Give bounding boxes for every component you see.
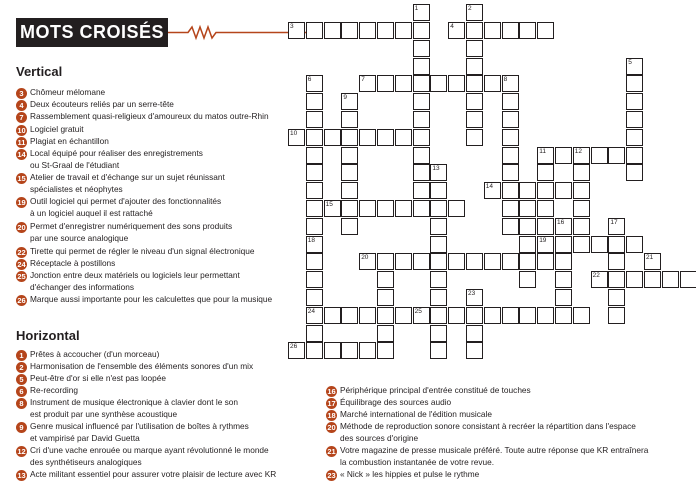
grid-cell[interactable] [377, 75, 394, 92]
grid-cell[interactable] [448, 253, 465, 270]
clue-text: Équilibrage des sources audio [340, 397, 452, 407]
grid-cell[interactable] [413, 129, 430, 146]
clue-text: « Nick » les hippies et pulse le rythme [340, 469, 480, 479]
grid-cell[interactable] [324, 307, 341, 324]
clue-number-badge: 13 [17, 470, 26, 480]
grid-cell[interactable] [341, 129, 358, 146]
grid-cell[interactable] [537, 253, 554, 270]
grid-clue-number: 10 [290, 129, 298, 137]
grid-cell[interactable] [573, 218, 590, 235]
grid-cell[interactable] [608, 289, 625, 306]
grid-cell[interactable] [608, 307, 625, 324]
grid-cell[interactable] [430, 289, 447, 306]
grid-cell[interactable] [430, 342, 447, 359]
grid-cell[interactable] [466, 253, 483, 270]
grid-cell[interactable] [377, 325, 394, 342]
grid-cell[interactable] [502, 182, 519, 199]
grid-clue-number: 1 [414, 5, 419, 13]
grid-cell[interactable] [430, 325, 447, 342]
grid-cell[interactable] [306, 342, 323, 359]
grid-cell[interactable] [573, 200, 590, 217]
grid-cell[interactable] [306, 200, 323, 217]
grid-cell[interactable] [502, 253, 519, 270]
grid-cell[interactable] [573, 164, 590, 181]
grid-cell[interactable] [306, 93, 323, 110]
grid-cell[interactable] [626, 271, 643, 288]
grid-cell[interactable] [591, 147, 608, 164]
grid-cell[interactable] [537, 22, 554, 39]
grid-cell[interactable] [466, 342, 483, 359]
grid-cell[interactable] [466, 40, 483, 57]
grid-cell[interactable] [502, 164, 519, 181]
grid-cell[interactable] [502, 129, 519, 146]
grid-cell[interactable] [341, 182, 358, 199]
grid-cell[interactable] [466, 307, 483, 324]
grid-cell[interactable] [519, 200, 536, 217]
clue-number-badge: 16 [327, 386, 336, 396]
grid-cell[interactable] [484, 307, 501, 324]
grid-cell[interactable] [306, 147, 323, 164]
grid-clue-number: 2 [468, 5, 472, 13]
grid-cell[interactable] [680, 271, 696, 288]
clue-number-badge: 19 [17, 197, 26, 207]
grid-cell[interactable] [395, 22, 412, 39]
grid-cell[interactable] [306, 22, 323, 39]
grid-cell[interactable] [413, 75, 430, 92]
grid-cell[interactable] [519, 307, 536, 324]
clue-text: Marque aussi importante pour les calculettes que pour la musique [30, 294, 273, 304]
grid-cell[interactable] [502, 307, 519, 324]
clue-number-badge: 20 [327, 422, 336, 432]
clue-text: Cri d'une vache enrouée ou marque ayant révolutionné le monde [30, 445, 269, 455]
grid-cell[interactable] [324, 22, 341, 39]
grid-cell[interactable] [341, 342, 358, 359]
grid-cell[interactable] [466, 22, 483, 39]
grid-clue-number: 19 [539, 236, 547, 244]
grid-clue-number: 26 [290, 343, 298, 351]
grid-cell[interactable] [608, 236, 625, 253]
clue-number-badge: 5 [16, 374, 27, 385]
grid-cell[interactable] [377, 307, 394, 324]
grid-cell[interactable] [413, 40, 430, 57]
grid-clue-number: 11 [539, 147, 546, 155]
grid-cell[interactable] [306, 271, 323, 288]
grid-cell[interactable] [626, 129, 643, 146]
grid-cell[interactable] [644, 271, 661, 288]
clue-number-badge: 7 [16, 112, 27, 123]
grid-cell[interactable] [555, 289, 572, 306]
grid-cell[interactable] [324, 342, 341, 359]
clue-number-badge: 24 [17, 259, 26, 269]
grid-cell[interactable] [519, 236, 536, 253]
grid-cell[interactable] [359, 129, 376, 146]
grid-cell[interactable] [359, 22, 376, 39]
grid-cell[interactable] [413, 164, 430, 181]
grid-cell[interactable] [555, 271, 572, 288]
grid-cell[interactable] [359, 342, 376, 359]
grid-cell[interactable] [413, 111, 430, 128]
grid-cell[interactable] [537, 182, 554, 199]
grid-cell[interactable] [395, 253, 412, 270]
grid-clue-number: 17 [610, 218, 618, 226]
grid-cell[interactable] [555, 147, 572, 164]
grid-cell[interactable] [413, 22, 430, 39]
clue-text: Méthode de reproduction sonore consistant à recréer la répartition dans l'espace [340, 421, 636, 431]
grid-cell[interactable] [662, 271, 679, 288]
clue-text: Plagiat en échantillon [30, 136, 109, 146]
clue-number-badge: 26 [17, 295, 26, 305]
grid-cell[interactable] [626, 164, 643, 181]
grid-cell[interactable] [573, 236, 590, 253]
clue-number-badge: 6 [16, 386, 27, 397]
grid-clue-number: 4 [450, 23, 454, 30]
grid-cell[interactable] [377, 253, 394, 270]
grid-clue-number: 14 [485, 183, 494, 191]
clue-text: Re-recording [30, 385, 78, 395]
grid-clue-number: 18 [307, 236, 316, 244]
grid-cell[interactable] [377, 129, 394, 146]
clue-text: Permet d'enregistrer numériquement des sons produits [30, 221, 233, 231]
clue-number-badge: 1 [16, 350, 27, 361]
clue-text: Genre musical influencé par l'utilisation de boîtes à rythmes [30, 421, 249, 431]
grid-cell[interactable] [502, 147, 519, 164]
grid-clue-number: 23 [468, 290, 476, 297]
grid-cell[interactable] [537, 307, 554, 324]
grid-cell[interactable] [484, 253, 501, 270]
grid-cell[interactable] [555, 307, 572, 324]
grid-cell[interactable] [341, 307, 358, 324]
clue-text: Peut-être d'or si elle n'est pas loopée [30, 373, 166, 383]
clue-text: la combustion instantanée de votre revue. [340, 456, 495, 467]
grid-clue-number: 6 [307, 76, 312, 84]
clue-number-badge: 11 [17, 137, 26, 147]
grid-cell[interactable] [519, 271, 536, 288]
grid-cell[interactable] [306, 253, 323, 270]
grid-cell[interactable] [395, 129, 412, 146]
grid-cell[interactable] [573, 182, 590, 199]
grid-cell[interactable] [555, 236, 572, 253]
clue-text: Périphérique principal d'entrée constitué de touches [340, 385, 531, 395]
clue-number-badge: 2 [16, 362, 27, 373]
grid-cell[interactable] [502, 93, 519, 110]
clue-text: Chômeur mélomane [30, 87, 106, 97]
grid-cell[interactable] [413, 58, 430, 75]
grid-cell[interactable] [430, 75, 447, 92]
clue-number-badge: 22 [17, 247, 26, 257]
clue-number-badge: 14 [17, 149, 26, 159]
clue-text: et vampirisé par David Guetta [30, 432, 140, 443]
grid-cell[interactable] [413, 182, 430, 199]
clue-text: Rassemblement quasi-religieux d'amoureux du matos outre-Rhin [30, 111, 269, 121]
vertical-heading: Vertical [16, 64, 63, 79]
grid-cell[interactable] [502, 22, 519, 39]
grid-cell[interactable] [341, 147, 358, 164]
grid-clue-number: 9 [343, 94, 348, 102]
grid-cell[interactable] [466, 129, 483, 146]
grid-cell[interactable] [359, 200, 376, 217]
grid-cell[interactable] [555, 253, 572, 270]
grid-clue-number: 13 [432, 165, 440, 173]
clue-text: Votre magazine de presse musicale préféré. Toute autre réponse que KR entraînera [340, 445, 649, 455]
grid-cell[interactable] [306, 129, 323, 146]
grid-cell[interactable] [537, 218, 554, 235]
clue-number-badge: 10 [17, 125, 26, 135]
clue-text: spécialistes et néophytes [30, 183, 123, 194]
clue-text: des synthétiseurs analogiques [30, 456, 142, 467]
grid-cell[interactable] [377, 289, 394, 306]
grid-cell[interactable] [306, 182, 323, 199]
grid-cell[interactable] [466, 58, 483, 75]
clue-text: Harmonisation de l'ensemble des éléments sonores d'un mix [30, 361, 254, 371]
grid-cell[interactable] [608, 271, 625, 288]
grid-cell[interactable] [502, 200, 519, 217]
grid-cell[interactable] [466, 75, 483, 92]
clue-number-badge: 15 [17, 173, 26, 183]
grid-cell[interactable] [395, 200, 412, 217]
clue-text: Deux écouteurs reliés par un serre-tête [30, 99, 174, 109]
grid-cell[interactable] [430, 218, 447, 235]
grid-cell[interactable] [484, 22, 501, 39]
grid-cell[interactable] [502, 111, 519, 128]
grid-cell[interactable] [466, 93, 483, 110]
clue-text: Outil logiciel qui permet d'ajouter des fonctionnalités [30, 196, 222, 206]
grid-cell[interactable] [413, 93, 430, 110]
grid-cell[interactable] [341, 200, 358, 217]
clue-number-badge: 9 [16, 422, 27, 433]
grid-cell[interactable] [377, 342, 394, 359]
clue-text: Logiciel gratuit [30, 124, 84, 134]
grid-cell[interactable] [359, 307, 376, 324]
clue-number-badge: 25 [17, 271, 26, 281]
clue-number-badge: 4 [16, 100, 27, 111]
grid-cell[interactable] [324, 129, 341, 146]
clue-number-badge: 3 [16, 88, 27, 99]
clue-text: Marché international de l'édition musicale [340, 409, 492, 419]
grid-clue-number: 25 [414, 307, 422, 315]
clue-text: par une source analogique [30, 232, 129, 243]
grid-cell[interactable] [306, 325, 323, 342]
grid-cell[interactable] [395, 307, 412, 324]
grid-cell[interactable] [377, 200, 394, 217]
grid-cell[interactable] [591, 236, 608, 253]
clue-text: Jonction entre deux matériels ou logiciels leur permettant [30, 270, 240, 280]
grid-cell[interactable] [306, 218, 323, 235]
grid-clue-number: 12 [574, 147, 583, 155]
grid-cell[interactable] [306, 289, 323, 306]
clue-text: ou St-Graal de l'étudiant [30, 159, 120, 170]
clue-text: d'échanger des informations [30, 281, 134, 292]
grid-cell[interactable] [555, 182, 572, 199]
clue-text: Acte militant essentiel pour assurer votre plaisir de lecture avec KR [30, 469, 277, 479]
grid-cell[interactable] [626, 147, 643, 164]
grid-cell[interactable] [377, 271, 394, 288]
grid-cell[interactable] [466, 111, 483, 128]
grid-cell[interactable] [626, 111, 643, 128]
grid-cell[interactable] [430, 271, 447, 288]
grid-cell[interactable] [341, 22, 358, 39]
grid-cell[interactable] [341, 164, 358, 181]
page-title: MOTS CROISÉS [16, 18, 168, 47]
clue-text: Tirette qui permet de régler le niveau d'un signal électronique [30, 246, 255, 256]
grid-cell[interactable] [341, 111, 358, 128]
clue-number-badge: 21 [327, 446, 336, 456]
clue-text: Prêtes à accoucher (d'un morceau) [30, 349, 160, 359]
grid-cell[interactable] [430, 200, 447, 217]
grid-clue-number: 7 [361, 76, 365, 84]
grid-cell[interactable] [519, 218, 536, 235]
grid-cell[interactable] [306, 111, 323, 128]
grid-cell[interactable] [502, 218, 519, 235]
grid-cell[interactable] [341, 218, 358, 235]
clue-text: à un logiciel auquel il est rattaché [30, 207, 153, 218]
grid-clue-number: 20 [361, 254, 369, 262]
grid-clue-number: 5 [628, 58, 632, 66]
clue-text: Réceptacle à postillons [30, 258, 116, 268]
grid-cell[interactable] [466, 325, 483, 342]
grid-cell[interactable] [448, 75, 465, 92]
clue-text: Atelier de travail et d'échange sur un sujet réunissant [30, 172, 225, 182]
grid-cell[interactable] [413, 200, 430, 217]
clue-number-badge: 23 [327, 470, 336, 480]
grid-clue-number: 16 [557, 218, 565, 226]
grid-cell[interactable] [626, 75, 643, 92]
grid-cell[interactable] [484, 75, 501, 92]
clue-number-badge: 18 [327, 410, 336, 420]
horizontal-heading: Horizontal [16, 328, 80, 343]
grid-cell[interactable] [306, 164, 323, 181]
clue-number-badge: 8 [16, 398, 27, 409]
clue-number-badge: 20 [17, 222, 26, 232]
grid-clue-number: 8 [503, 76, 508, 84]
clue-text: Local équipé pour réaliser des enregistrements [30, 148, 203, 158]
clue-number-badge: 17 [327, 398, 336, 408]
grid-cell[interactable] [519, 22, 536, 39]
grid-cell[interactable] [377, 22, 394, 39]
grid-cell[interactable] [626, 93, 643, 110]
grid-cell[interactable] [573, 307, 590, 324]
grid-cell[interactable] [519, 182, 536, 199]
grid-cell[interactable] [537, 164, 554, 181]
grid-clue-number: 24 [307, 307, 316, 315]
grid-cell[interactable] [430, 307, 447, 324]
clue-text: des sources d'origine [340, 432, 419, 443]
grid-cell[interactable] [430, 253, 447, 270]
grid-cell[interactable] [448, 307, 465, 324]
grid-cell[interactable] [608, 147, 625, 164]
grid-cell[interactable] [448, 200, 465, 217]
grid-cell[interactable] [626, 236, 643, 253]
grid-cell[interactable] [430, 182, 447, 199]
grid-cell[interactable] [413, 253, 430, 270]
clue-text: est produit par une synthèse acoustique [30, 408, 178, 419]
grid-clue-number: 15 [325, 201, 333, 208]
grid-clue-number: 3 [290, 23, 294, 30]
grid-cell[interactable] [395, 75, 412, 92]
grid-clue-number: 22 [592, 272, 600, 280]
clue-number-badge: 12 [17, 446, 26, 456]
grid-clue-number: 21 [646, 254, 654, 262]
grid-cell[interactable] [537, 200, 554, 217]
grid-cell[interactable] [430, 236, 447, 253]
grid-cell[interactable] [519, 253, 536, 270]
grid-cell[interactable] [413, 147, 430, 164]
grid-cell[interactable] [608, 253, 625, 270]
clue-text: Instrument de musique électronique à clavier dont le son [30, 397, 239, 407]
